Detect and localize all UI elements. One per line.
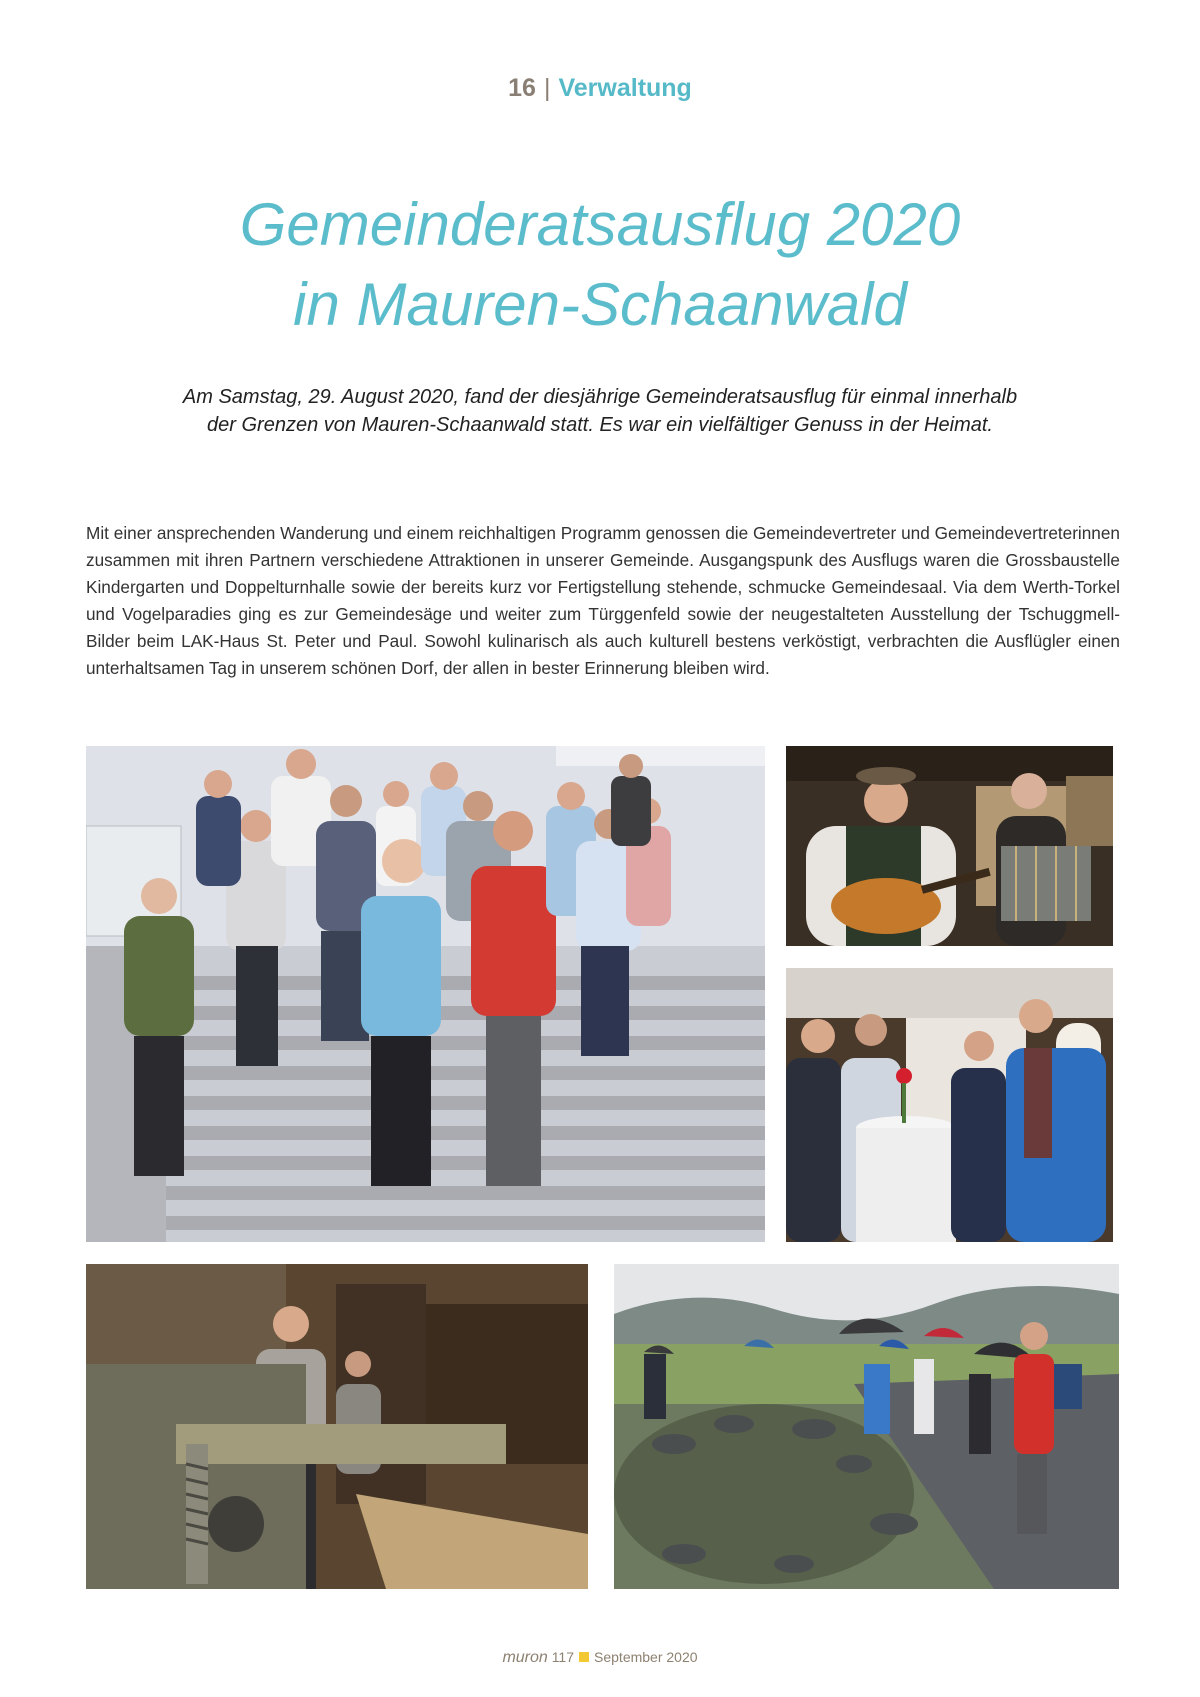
- article-lead: [100, 383, 1100, 439]
- article-body: Mit einer ansprechenden Wanderung und einem reichhaltigen Programm genossen die Gemeindevertreter und Gemeindevertreterinnen zusammen mit ihren Partnern verschiedene Attraktionen in unserer Gemeinde. Ausgangspunk des Ausflugs waren die Grossbaustelle Kindergarten und Doppelturnhalle sowie der bereits kurz vor Fertigstellung stehende, schmucke Gemeindesaal. Via dem Werth-Torkel und Vogelparadies ging es zur Gemeindesäge und weiter zum Türggenfeld sowie der neugestalteten Ausstellung der Tschuggmell-Bilder beim LAK-Haus St. Peter und Paul. Sowohl kulinarisch als auch kulturell bestens verköstigt, verbrachten die Ausflügler einen unterhaltsamen Tag in unserem schönen Dorf, der allen in bester Erinnerung bleiben wird.: [86, 523, 1120, 678]
- footer-issue: 117: [551, 1649, 575, 1665]
- umbrella-walk-photo: [614, 1264, 1119, 1589]
- title-line-2: in Mauren-Schaanwald: [293, 271, 907, 338]
- standing-table-photo: [786, 968, 1113, 1242]
- article-title: [0, 185, 1200, 345]
- title-line-1: Gemeinderatsausflug 2020: [239, 191, 961, 258]
- musicians-photo: [786, 746, 1113, 946]
- page-number: 16: [508, 74, 536, 102]
- header-separator: |: [543, 74, 551, 102]
- lead-line-2: der Grenzen von Mauren-Schaanwald statt. Es war ein vielfältiger Genuss in der Heimat.: [207, 414, 993, 436]
- footer-square-icon: [579, 1652, 589, 1662]
- section-name: Verwaltung: [558, 74, 692, 102]
- footer-brand: muron: [502, 1649, 548, 1666]
- page-footer: [0, 1649, 1200, 1667]
- footer-date: September 2020: [594, 1649, 698, 1665]
- page-header: [0, 74, 1200, 103]
- group-photo-stairs: [86, 746, 765, 1242]
- sawmill-photo: [86, 1264, 588, 1589]
- lead-line-1: Am Samstag, 29. August 2020, fand der diesjährige Gemeinderatsausflug für einmal innerhalb: [182, 386, 1018, 408]
